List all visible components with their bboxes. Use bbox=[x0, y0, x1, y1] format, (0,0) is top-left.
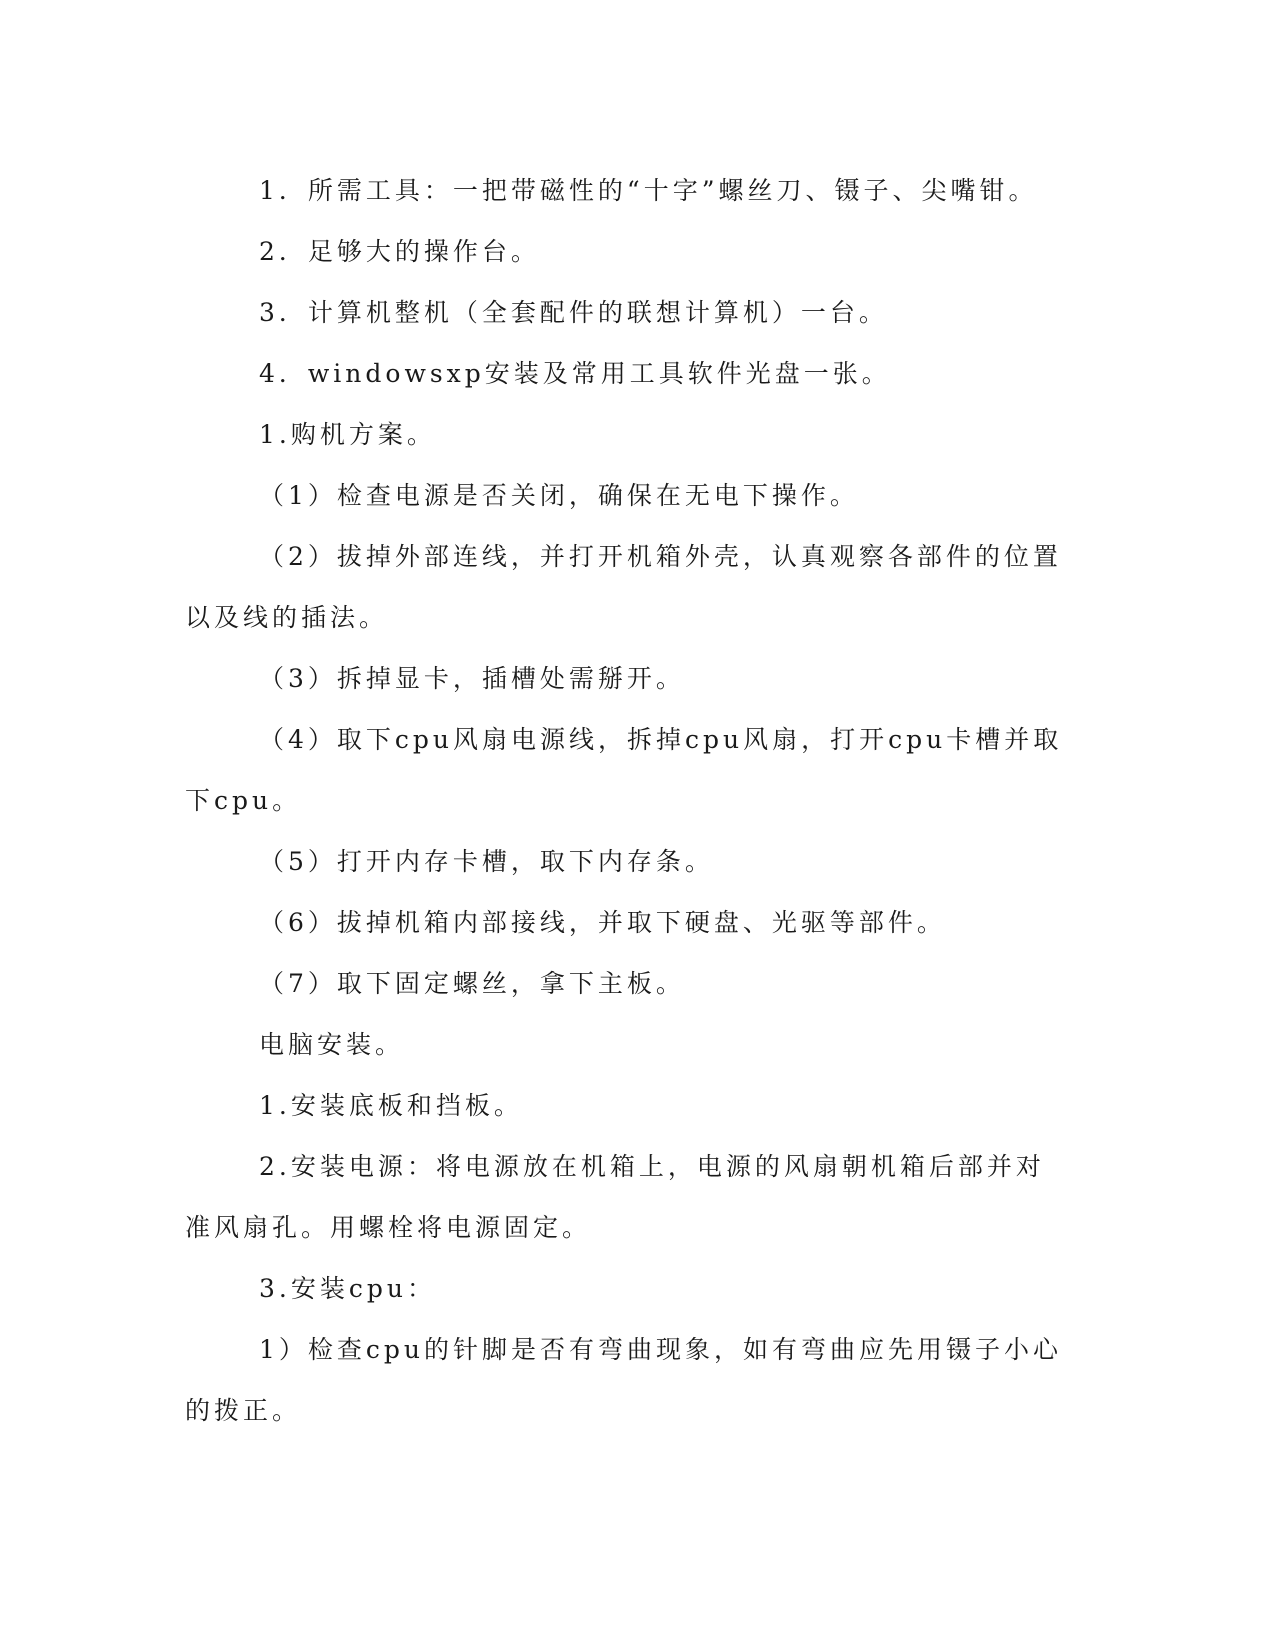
paragraph-tools: 1．所需工具：一把带磁性的“十字”螺丝刀、镊子、尖嘴钳。 bbox=[259, 176, 1038, 205]
paragraph-install-cpu: 3.安装cpu： bbox=[259, 1274, 436, 1303]
paragraph-install-heading: 电脑安装。 bbox=[259, 1030, 405, 1059]
paragraph-step-2: （2）拔掉外部连线，并打开机箱外壳，认真观察各部件的位置以及线的插法。 bbox=[185, 542, 1062, 632]
paragraph-install-power: 2.安装电源：将电源放在机箱上，电源的风扇朝机箱后部并对准风扇孔。用螺栓将电源固定。 bbox=[185, 1152, 1045, 1242]
paragraph-purchase-plan: 1.购机方案。 bbox=[259, 420, 436, 449]
document-body bbox=[185, 160, 1065, 1441]
paragraph-workbench: 2．足够大的操作台。 bbox=[259, 237, 540, 266]
paragraph-step-6: （6）拔掉机箱内部接线，并取下硬盘、光驱等部件。 bbox=[259, 908, 946, 937]
paragraph-computer: 3．计算机整机（全套配件的联想计算机）一台。 bbox=[259, 298, 888, 327]
paragraph-software-disc: 4．windowsxp安装及常用工具软件光盘一张。 bbox=[259, 359, 891, 388]
paragraph-step-4: （4）取下cpu风扇电源线，拆掉cpu风扇，打开cpu卡槽并取下cpu。 bbox=[185, 725, 1063, 815]
paragraph-step-5: （5）打开内存卡槽，取下内存条。 bbox=[259, 847, 714, 876]
paragraph-step-3: （3）拆掉显卡，插槽处需掰开。 bbox=[259, 664, 685, 693]
paragraph-step-7: （7）取下固定螺丝，拿下主板。 bbox=[259, 969, 685, 998]
paragraph-check-cpu-pins: 1）检查cpu的针脚是否有弯曲现象，如有弯曲应先用镊子小心的拨正。 bbox=[185, 1335, 1063, 1425]
paragraph-step-1: （1）检查电源是否关闭，确保在无电下操作。 bbox=[259, 481, 859, 510]
paragraph-install-baseplate: 1.安装底板和挡板。 bbox=[259, 1091, 523, 1120]
